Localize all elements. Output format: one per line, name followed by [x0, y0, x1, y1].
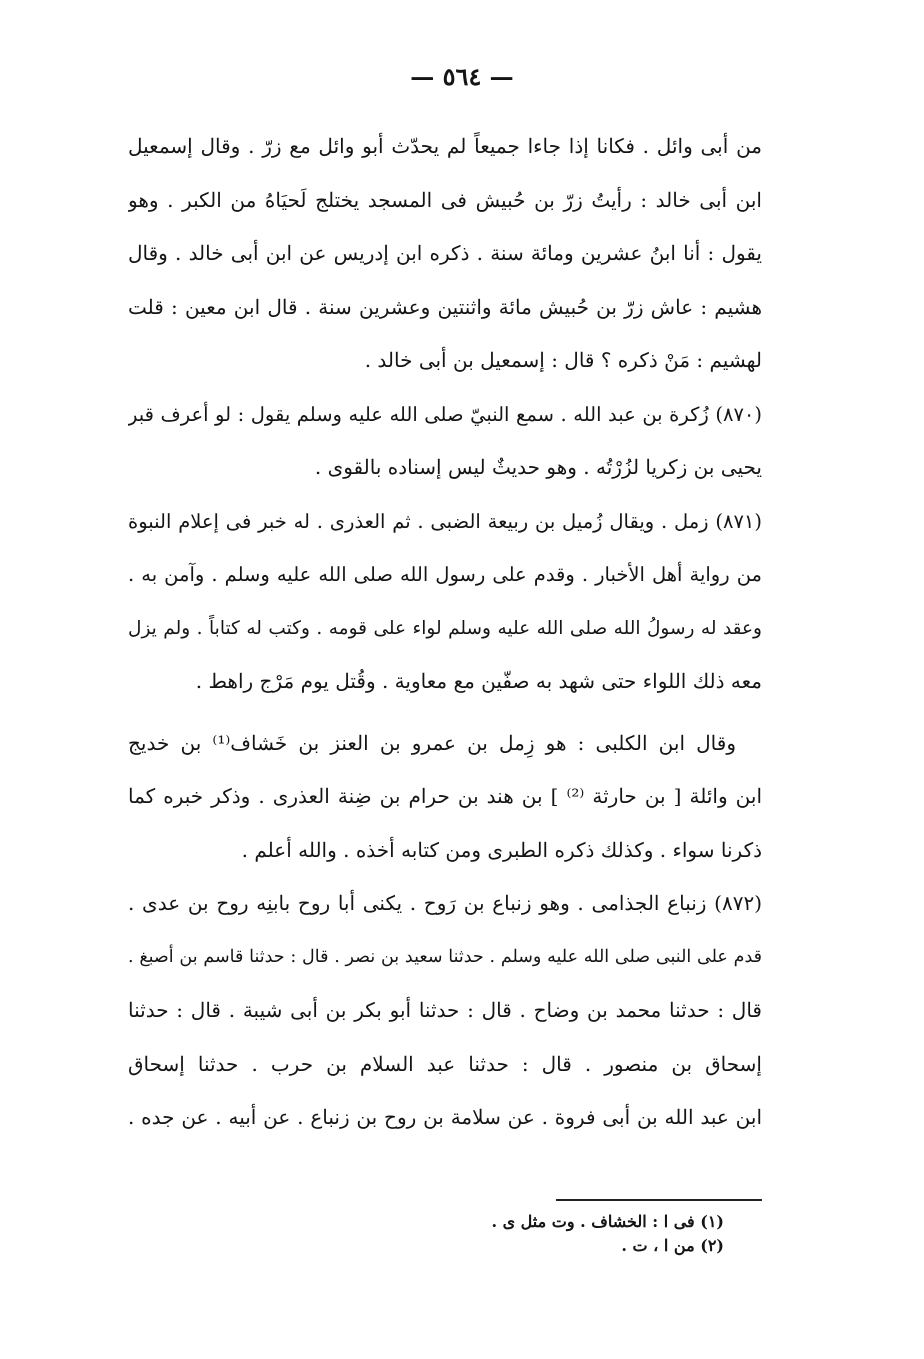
entry-871-line: معه ذلك اللواء حتى شهد به صفّين مع معاوية . وقُتل يوم مَرْج راهط . [195, 669, 762, 693]
entry-872-line: (٨٧٢) زنباع الجذامى . وهو زنباع بن رَوح . يكنى أبا روح بابنِه روح بن عدى . [128, 891, 762, 915]
footnote-2: (٢) من ا ، ت . [621, 1236, 724, 1255]
footnote-1: (١) فى ا : الخشاف . وت مثل ى . [491, 1212, 724, 1231]
entry-872-line: قدم على النبى صلى الله عليه وسلم . حدثنا سعيد بن نصر . قال : حدثنا قاسم بن أصبغ . [128, 946, 762, 967]
entry-871-line: من رواية أهل الأخبار . وقدم على رسول الله صلى الله عليه وسلم . وآمن به . [128, 563, 762, 586]
entry-870-line: (٨٧٠) زُكرة بن عبد الله . سمع النبيّ صلى الله عليه وسلم يقول : لو أعرف قبر [128, 402, 762, 426]
kalbi-paragraph-line: ذكرنا سواء . وكذلك ذكره الطبرى ومن كتابه أخذه . والله أعلم . [241, 837, 762, 862]
text-line: يقول : أنا ابنُ عشرين ومائة سنة . ذكره ابن إدريس عن ابن أبى خالد . وقال [128, 241, 762, 265]
main-text [128, 120, 762, 1145]
page-number: — ٥٦٤ — [410, 62, 514, 91]
entry-872-line: قال : حدثنا محمد بن وضاح . قال : حدثنا أبو بكر بن أبى شيبة . قال : حدثنا [128, 998, 762, 1022]
text-line: لهشيم : مَنْ ذكره ؟ قال : إسمعيل بن أبى خالد . [364, 348, 762, 372]
entry-871-line: (٨٧١) زمل . ويقال زُميل بن ربيعة الضبى . ثم العذرى . له خبر فى إعلام النبوة [128, 509, 762, 533]
text-line: من أبى وائل . فكانا إذا جاءا جميعاً لم يحدّث أبو وائل مع زرّ . وقال إسمعيل [128, 134, 762, 158]
kalbi-paragraph-line: وقال ابن الكلبى : هو زِمل بن عمرو بن العنز بن خَشاف⁽¹⁾ بن خديج [128, 730, 736, 755]
footnotes [300, 1210, 724, 1258]
kalbi-paragraph-line: ابن وائلة [ بن حارثة ⁽²⁾ ] بن هند بن حرام بن ضِنة العذرى . وذكر خبره كما [128, 784, 762, 808]
entry-872-line: ابن عبد الله بن أبى فروة . عن سلامة بن روح بن زنباع . عن أبيه . عن جده . [128, 1105, 762, 1129]
text-line: هشيم : عاش زرّ بن حُبيش مائة واثنتين وعشرين سنة . قال ابن معين : قلت [128, 294, 762, 319]
entry-870-line: يحيى بن زكريا لزُرْتُه . وهو حديثٌ ليس إسناده بالقوى . [314, 455, 762, 479]
text-line: ابن أبى خالد : رأيتُ زرّ بن حُبيش فى المسجد يختلج لَحيَاهُ من الكبر . وهو [128, 187, 762, 212]
footnote-divider [556, 1199, 762, 1201]
entry-872-line: إسحاق بن منصور . قال : حدثنا عبد السلام بن حرب . حدثنا إسحاق [128, 1051, 762, 1076]
entry-871-line: وعقد له رسولُ الله صلى الله عليه وسلم لواء على قومه . وكتب له كتاباً . ولم يزل [128, 617, 762, 639]
